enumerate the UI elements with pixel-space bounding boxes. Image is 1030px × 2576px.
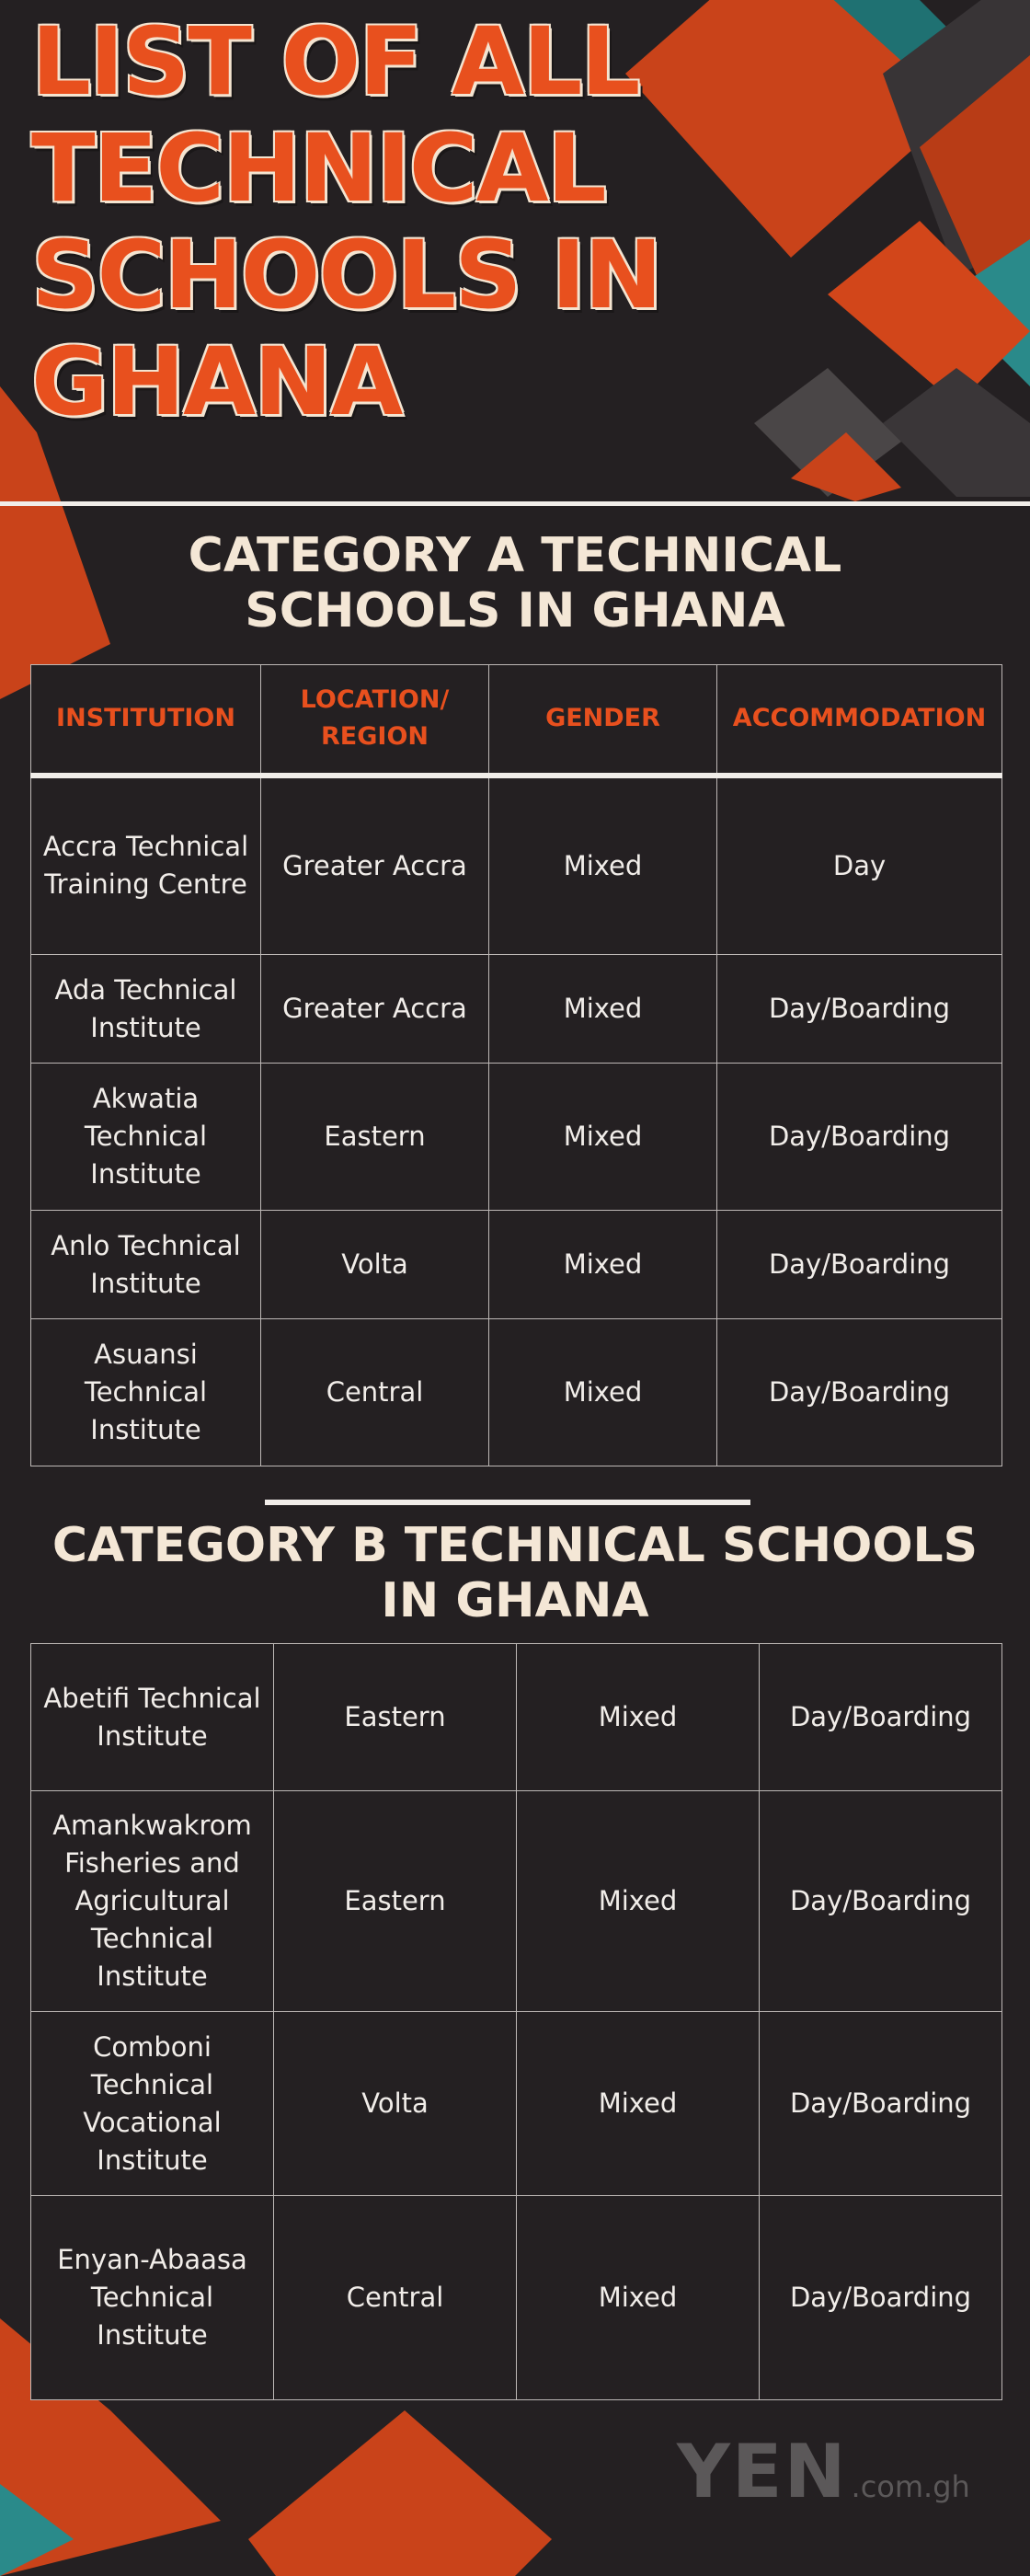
category-a-table	[30, 664, 1002, 1466]
gender-cell: Mixed	[517, 2196, 760, 2400]
accommodation-cell: Day/Boarding	[717, 955, 1002, 1064]
institution-cell: Accra Technical Training Centre	[31, 776, 261, 955]
accommodation-cell: Day	[717, 776, 1002, 955]
table-row	[31, 2196, 1002, 2400]
accommodation-cell: Day/Boarding	[717, 1211, 1002, 1319]
accommodation-cell: Day/Boarding	[760, 1791, 1002, 2012]
gender-cell: Mixed	[517, 2012, 760, 2196]
gender-cell: Mixed	[517, 1644, 760, 1791]
column-header-accommodation: ACCOMMODATION	[717, 665, 1002, 776]
gender-cell: Mixed	[489, 1064, 717, 1211]
institution-cell: Ada Technical Institute	[31, 955, 261, 1064]
institution-cell: Comboni Technical Vocational Institute	[31, 2012, 274, 2196]
title-line-2: TECHNICAL	[31, 114, 605, 224]
table-row	[31, 776, 1002, 955]
table-row	[31, 1644, 1002, 1791]
region-cell: Central	[274, 2196, 517, 2400]
region-cell: Volta	[274, 2012, 517, 2196]
region-cell: Volta	[261, 1211, 489, 1319]
region-cell: Eastern	[261, 1064, 489, 1211]
accommodation-cell: Day/Boarding	[760, 1644, 1002, 1791]
table-row	[31, 955, 1002, 1064]
category-a-heading-line-2: SCHOOLS IN GHANA	[245, 583, 785, 638]
gender-cell: Mixed	[489, 1319, 717, 1466]
title-line-1: LIST OF ALL	[31, 7, 639, 117]
logo-domain: .com.gh	[851, 2469, 970, 2504]
gender-cell: Mixed	[489, 776, 717, 955]
table-row	[31, 1211, 1002, 1319]
institution-cell: Amankwakrom Fisheries and Agricultural Technical Institute	[31, 1791, 274, 2012]
yen-logo	[677, 2429, 970, 2512]
category-b-heading	[0, 1518, 1030, 1628]
column-header-location: LOCATION/ REGION	[261, 665, 489, 776]
region-cell: Central	[261, 1319, 489, 1466]
institution-cell: Abetifi Technical Institute	[31, 1644, 274, 1791]
column-header-gender: GENDER	[489, 665, 717, 776]
table-row	[31, 1791, 1002, 2012]
region-cell: Eastern	[274, 1791, 517, 2012]
institution-cell: Enyan-Abaasa Technical Institute	[31, 2196, 274, 2400]
table-row	[31, 1319, 1002, 1466]
gender-cell: Mixed	[489, 955, 717, 1064]
table-row	[31, 2012, 1002, 2196]
category-b-table	[30, 1643, 1002, 2400]
category-a-heading-line-1: CATEGORY A TECHNICAL	[188, 528, 842, 583]
accommodation-cell: Day/Boarding	[760, 2012, 1002, 2196]
gender-cell: Mixed	[517, 1791, 760, 2012]
table-header-row	[31, 665, 1002, 776]
accommodation-cell: Day/Boarding	[760, 2196, 1002, 2400]
institution-cell: Asuansi Technical Institute	[31, 1319, 261, 1466]
section-divider	[265, 1500, 750, 1505]
table-row	[31, 1064, 1002, 1211]
page-title	[31, 9, 675, 436]
column-header-institution: INSTITUTION	[31, 665, 261, 776]
region-cell: Eastern	[274, 1644, 517, 1791]
gender-cell: Mixed	[489, 1211, 717, 1319]
title-line-4: GHANA	[31, 328, 402, 437]
accommodation-cell: Day/Boarding	[717, 1319, 1002, 1466]
category-b-heading-line-2: IN GHANA	[381, 1573, 649, 1628]
title-line-3: SCHOOLS IN	[31, 221, 661, 330]
region-cell: Greater Accra	[261, 955, 489, 1064]
category-a-heading	[0, 528, 1030, 638]
region-cell: Greater Accra	[261, 776, 489, 955]
title-divider	[0, 501, 1030, 506]
institution-cell: Akwatia Technical Institute	[31, 1064, 261, 1211]
accommodation-cell: Day/Boarding	[717, 1064, 1002, 1211]
institution-cell: Anlo Technical Institute	[31, 1211, 261, 1319]
logo-brand: YEN	[677, 2429, 848, 2514]
category-b-heading-line-1: CATEGORY B TECHNICAL SCHOOLS	[52, 1518, 978, 1573]
